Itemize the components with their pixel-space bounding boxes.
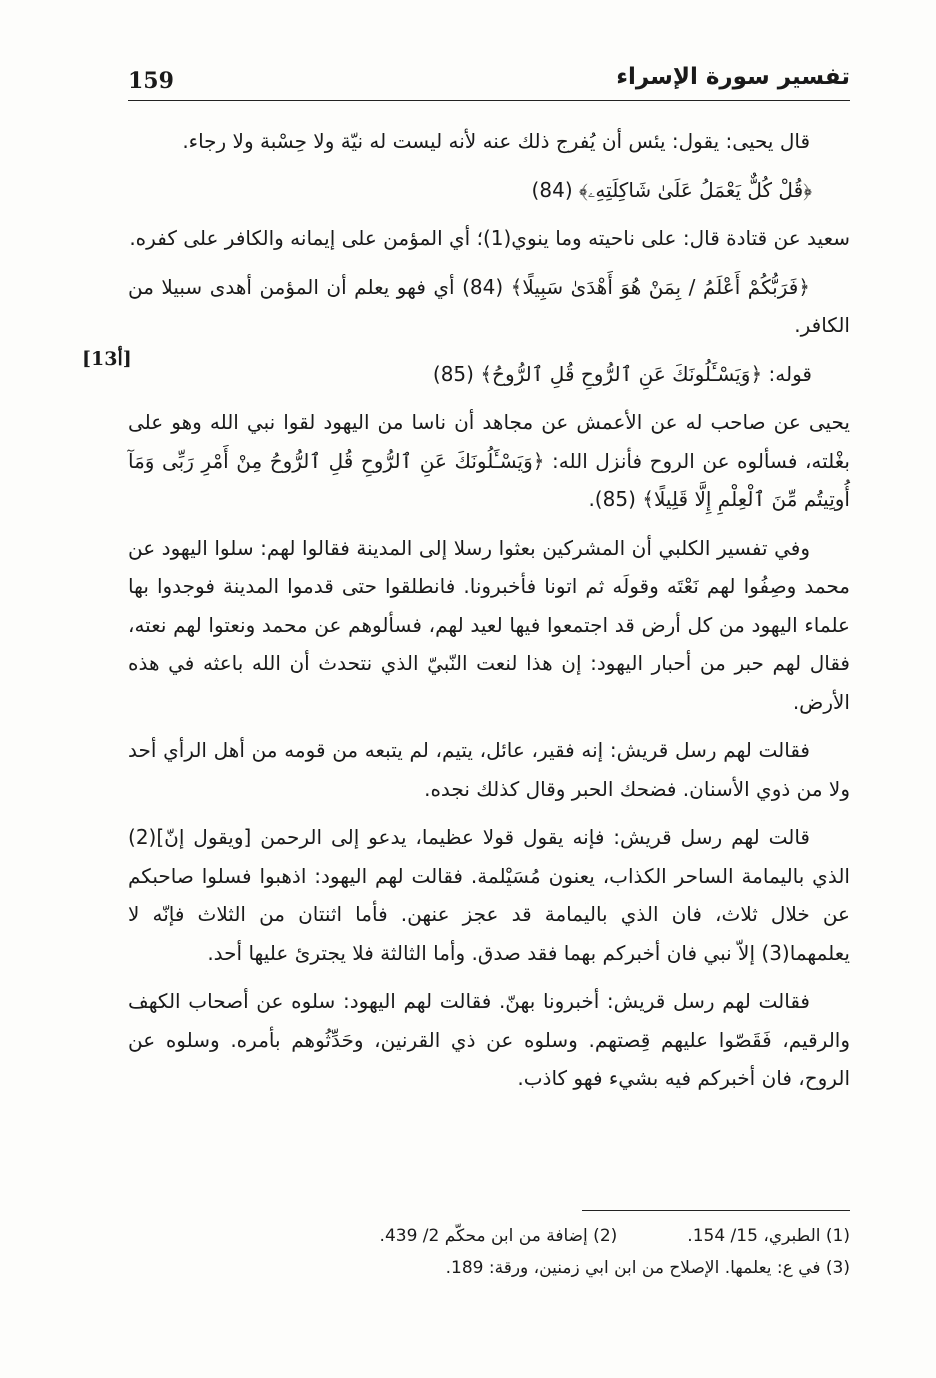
page-header (128, 60, 850, 101)
paragraph: فقالت لهم رسل قريش: إنه فقير، عائل، يتيم، لم يتبعه من قومه من أهل الرأي أحد ولا من ذوي الأسنان. فضحك الحبر وقال كذلك نجده. (128, 738, 850, 801)
quran-verse: ﴿قُلْ كُلٌّ يَعْمَلُ عَلَىٰ شَاكِلَتِهِۦ﴾ (84) (531, 177, 812, 202)
main-text (128, 122, 850, 1108)
page-number: 159 (128, 68, 174, 94)
paragraph: فقالت لهم رسل قريش: أخبرونا بهنّ. فقالت لهم اليهود: سلوه عن أصحاب الكهف والرقيم، فَقَصّوا عليهم قِصتهم. وسلوه عن ذي القرنين، وحَدِّثُوهم بأمره. وسلوه عن الروح، فان أخبركم فيه بشيء فهو كاذب. (128, 989, 850, 1090)
paragraph: قال يحيى: يقول: يئس أن يُفرج ذلك عنه لأنه ليست له نيّة ولا حِسْبة ولا رجاء. (182, 129, 810, 153)
footnote: (2) إضافة من ابن محكّم 2/ 439. (379, 1226, 618, 1246)
footnotes (200, 1220, 850, 1284)
paragraph: قالت لهم رسل قريش: فإنه يقول قولا عظيما، يدعو إلى الرحمن [ويقول إنّ](2) الذي باليمامة الساحر الكذاب، يعنون مُسَيْلمة. فقالت لهم اليهود: اذهبوا فسلوا صاحبكم عن خلال ثلاث، فان الذي باليمامة قد عجز عنهن. فأما اثنتان من الثلاث فإنّه لا يعلمهما(3) إلاّ نبي فان أخبركم بهما فقد صدق. وأما الثالثة فلا يجترئ عليها أحد. (128, 825, 850, 965)
running-title: تفسير سورة الإسراء (616, 64, 850, 90)
footnote-divider (582, 1210, 850, 1211)
quran-verse: قوله: ﴿وَيَسْـَٔلُونَكَ عَنِ ٱلرُّوحِ قُلِ ٱلرُّوحُ﴾ (85) (432, 361, 812, 386)
paragraph: يحيى عن صاحب له عن الأعمش عن مجاهد أن ناسا من اليهود لقوا نبي الله وهو على بغْلته، فسألوه عن الروح فأنزل الله: ﴿وَيَسْـَٔلُونَكَ عَنِ ٱلرُّوحِ قُلِ ٱلرُّوحُ مِنْ أَمْرِ رَبِّى وَمَآ أُوتِيتُم مِّنَ ٱلْعِلْمِ إِلَّا قَلِيلًا﴾ (85). (128, 410, 850, 511)
paragraph: سعيد عن قتادة قال: على ناحيته وما ينوي(1)؛ أي المؤمن على إيمانه والكافر على كفره. (129, 226, 850, 250)
footnote: (3) في ع: يعلمها. الإصلاح من ابن ابي زمنين، ورقة: 189. (445, 1258, 850, 1278)
paragraph: ﴿فَرَبُّكُمْ أَعْلَمُ / بِمَنْ هُوَ أَهْدَىٰ سَبِيلًا﴾ (84) أي فهو يعلم أن المؤمن أهدى سبيلا من الكافر. (128, 274, 850, 337)
footnote-row (200, 1252, 850, 1284)
margin-manuscript-reference: [13أ] (82, 348, 132, 370)
paragraph: وفي تفسير الكلبي أن المشركين بعثوا رسلا إلى المدينة فقالوا لهم: سلوا اليهود عن محمد وصِفُوا لهم نَعْتَه وقولَه ثم اتونا فأخبرونا. فانطلقوا حتى قدموا المدينة فوجدوا بها علماء اليهود من كل أرض قد اجتمعوا فيها لعيد لهم، فسألوهم عن محمد ونعتوا لهم نعته، فقال لهم حبر من أحبار اليهود: إن هذا لنعت النّبيّ الذي نتحدث أن الله باعثه في هذه الأرض. (128, 535, 850, 714)
footnote-row (200, 1220, 850, 1252)
footnote: (1) الطبري، 15/ 154. (687, 1226, 850, 1246)
